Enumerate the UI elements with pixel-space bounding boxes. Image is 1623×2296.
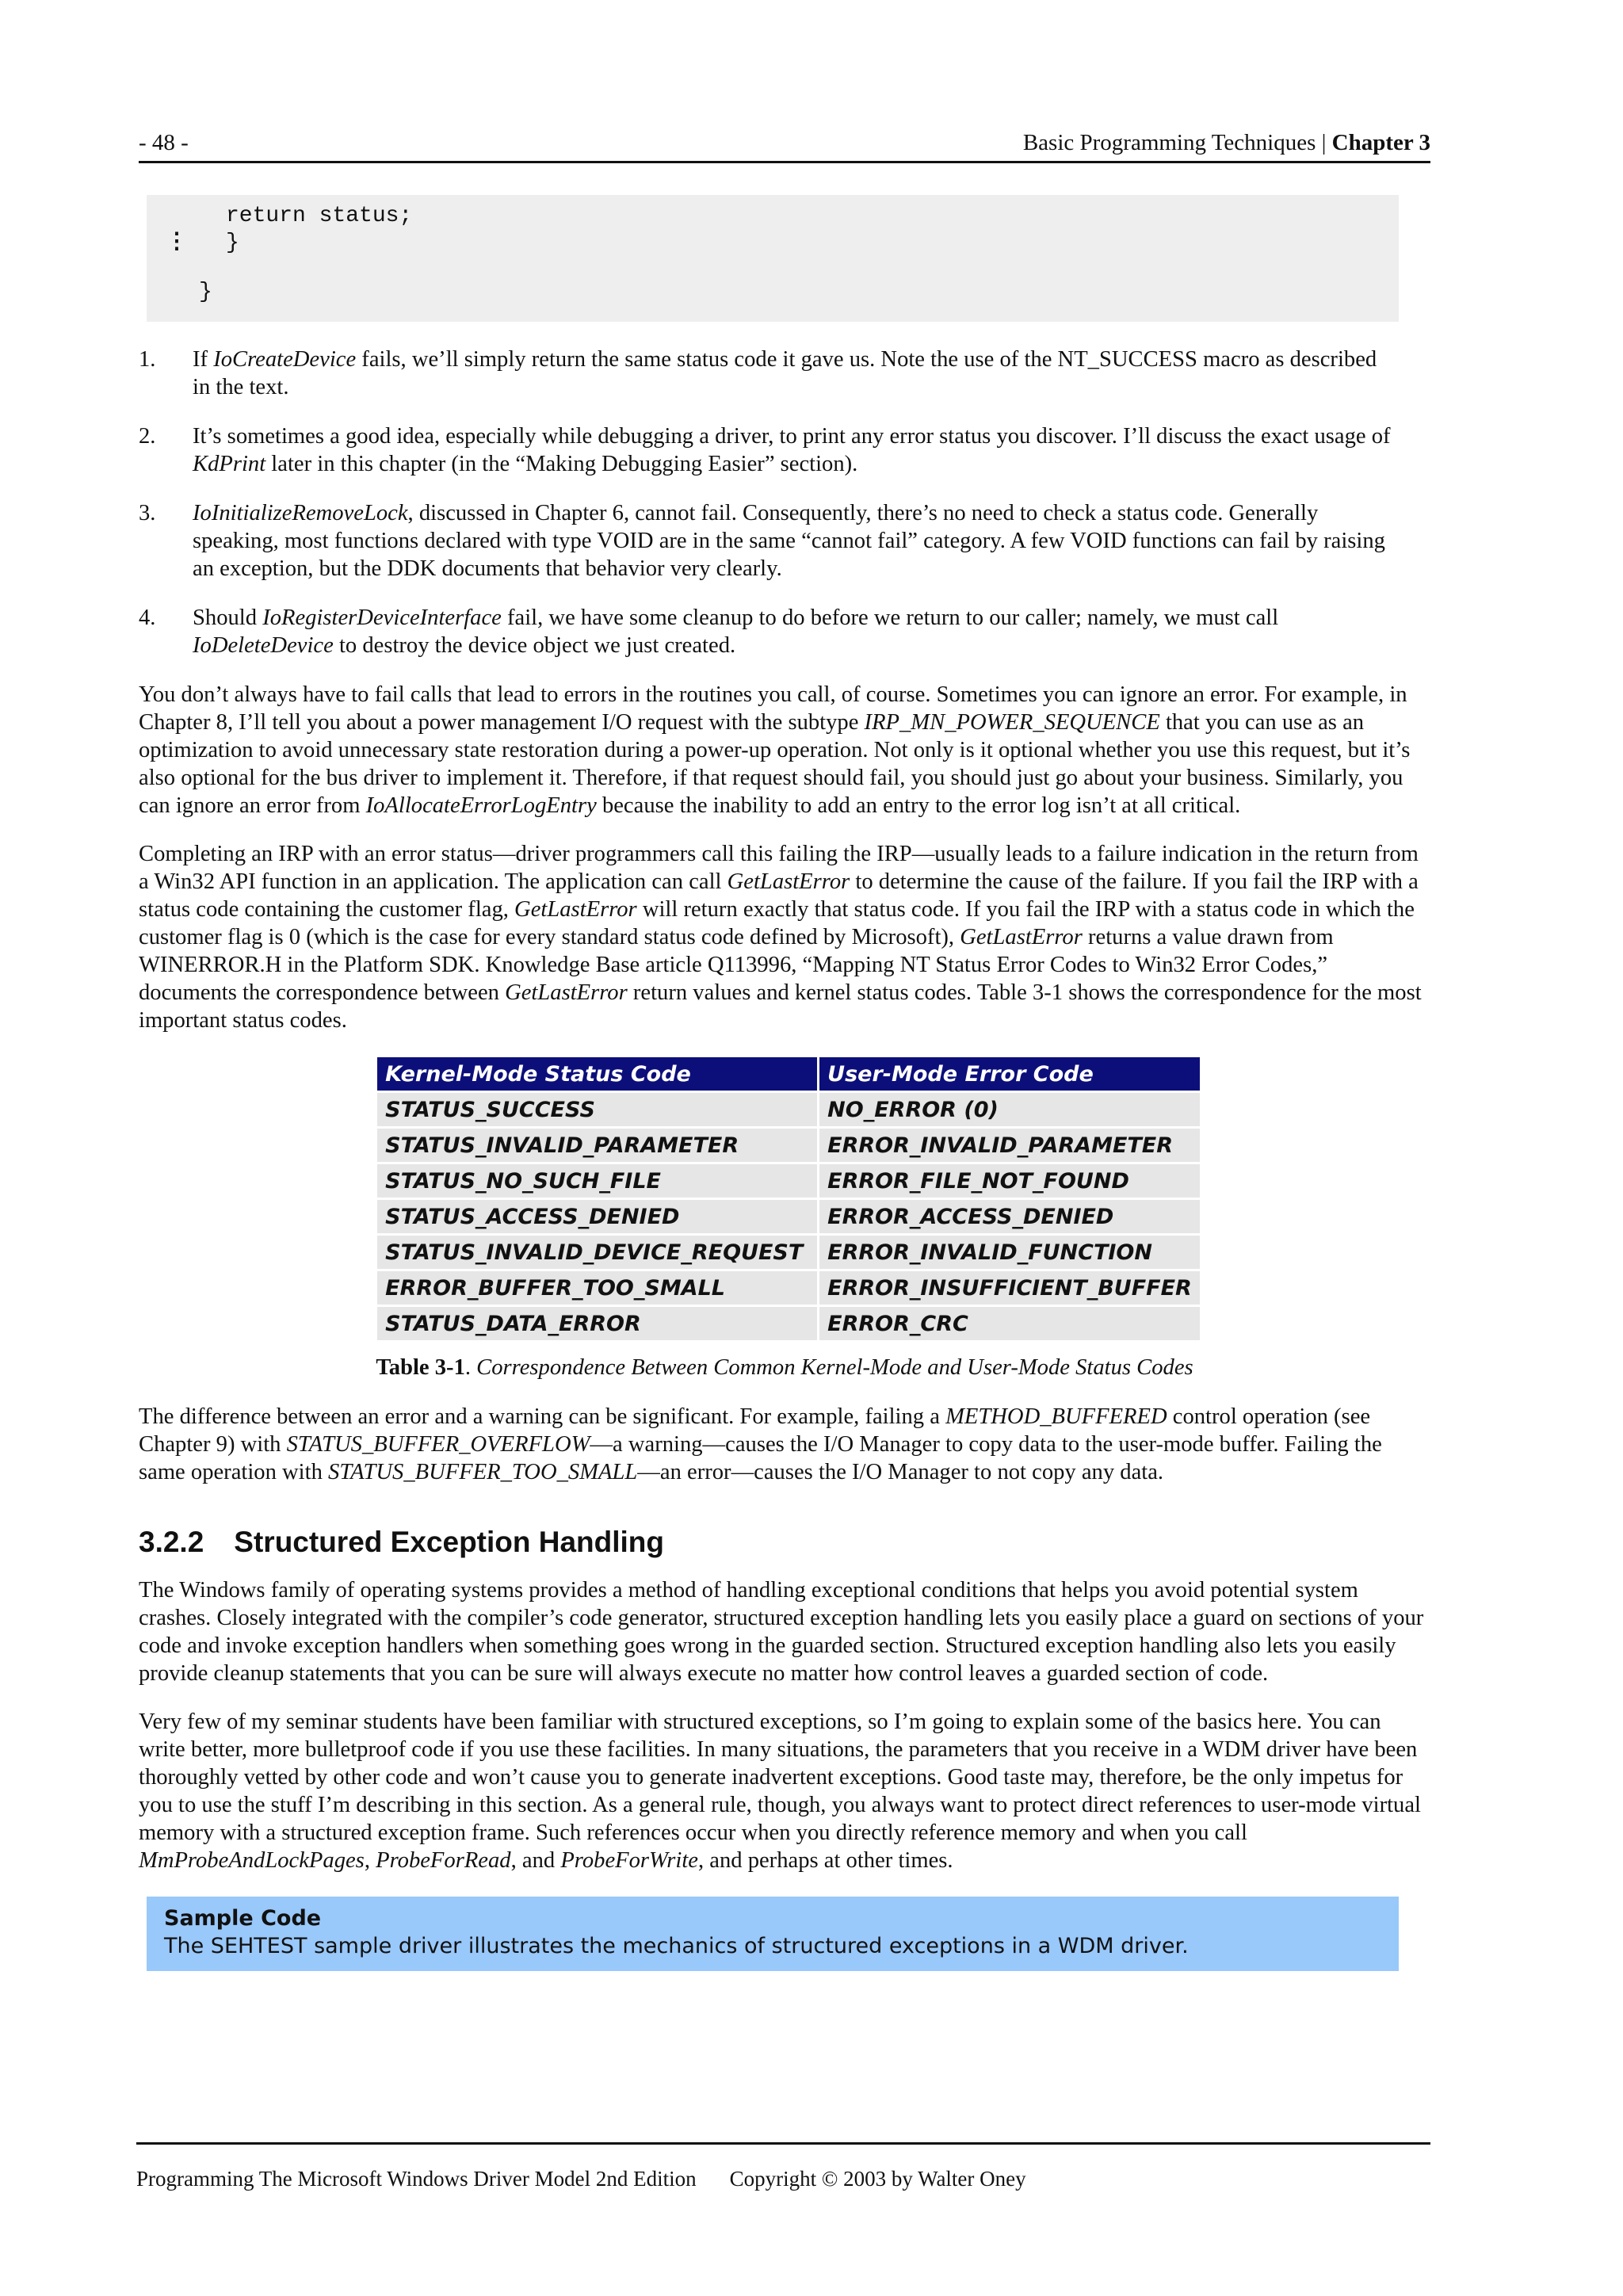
user-error-cell: ERROR_INVALID_FUNCTION bbox=[819, 1236, 1200, 1269]
note-number: 4. bbox=[139, 606, 156, 630]
page bbox=[139, 119, 1430, 1971]
table-body bbox=[377, 1093, 1200, 1340]
italic-term: IoCreateDevice bbox=[213, 347, 357, 372]
table-row bbox=[377, 1271, 1200, 1305]
sample-code-title: Sample Code bbox=[164, 1906, 322, 1931]
chapter-title: Basic Programming Techniques | Chapter 3 bbox=[1022, 130, 1430, 155]
italic-term: IoAllocateErrorLogEntry bbox=[365, 793, 597, 818]
table-row bbox=[377, 1236, 1200, 1269]
code-line: return status; bbox=[226, 204, 413, 228]
note-text: Should IoRegisterDeviceInterface fail, we have some cleanup to do before we return to our caller; namely, we must call IoDeleteDevice to destroy the device object we just created. bbox=[193, 606, 1279, 658]
note-number: 1. bbox=[139, 347, 156, 372]
table-wrapper bbox=[139, 1055, 1430, 1343]
note-text: If IoCreateDevice fails, we’ll simply return the same status code it gave us. Note the use of the NT_SUCCESS macro as described in the text. bbox=[193, 347, 1377, 399]
sample-code-text: The SEHTEST sample driver illustrates the mechanics of structured exceptions in a WDM driver. bbox=[164, 1934, 1189, 1958]
caption-text: Correspondence Between Common Kernel-Mode and User-Mode Status Codes bbox=[476, 1355, 1193, 1380]
italic-term: STATUS_BUFFER_OVERFLOW bbox=[286, 1432, 590, 1457]
italic-term: IoInitializeRemoveLock bbox=[193, 501, 408, 525]
table-row bbox=[377, 1129, 1200, 1162]
italic-term: GetLastError bbox=[727, 869, 850, 894]
page-footer bbox=[136, 2142, 1430, 2191]
section-heading bbox=[139, 1526, 1430, 1559]
numbered-notes bbox=[139, 346, 1430, 659]
kernel-status-cell: STATUS_INVALID_PARAMETER bbox=[377, 1129, 817, 1162]
paragraph: Completing an IRP with an error status—driver programmers call this failing the IRP—usually leads to a failure indication in the return from a Win32 API function in an application. The application can call GetLastError to determine the cause of the failure. If you fail the IRP with a status code containing the customer flag, GetLastError will return exactly that status code. If you fail the IRP with a status code in which the customer flag is 0 (which is the case for every standard status code defined by Microsoft), GetLastError returns a value drawn from WINERROR.H in the Platform SDK. Knowledge Base article Q113996, “Mapping NT Status Error Codes to Win32 Error Codes,” documents the correspondence between GetLastError return values and kernel status codes. Table 3-1 shows the correspondence for the most important status codes. bbox=[139, 842, 1422, 1033]
kernel-status-cell: STATUS_NO_SUCH_FILE bbox=[377, 1164, 817, 1198]
code-line: } bbox=[199, 280, 212, 304]
user-error-cell: ERROR_FILE_NOT_FOUND bbox=[819, 1164, 1200, 1198]
sample-code-box bbox=[147, 1897, 1399, 1971]
italic-term: ProbeForRead bbox=[376, 1848, 511, 1873]
chapter-label: Chapter 3 bbox=[1331, 130, 1430, 155]
page-number: - 48 - bbox=[139, 130, 189, 155]
column-header: User-Mode Error Code bbox=[819, 1057, 1200, 1091]
list-item bbox=[139, 346, 1430, 401]
footer-copyright: Copyright © 2003 by Walter Oney bbox=[729, 2167, 1026, 2191]
italic-term: METHOD_BUFFERED bbox=[945, 1404, 1167, 1429]
user-error-cell: ERROR_ACCESS_DENIED bbox=[819, 1200, 1200, 1233]
kernel-status-cell: STATUS_ACCESS_DENIED bbox=[377, 1200, 817, 1233]
user-error-cell: ERROR_INVALID_PARAMETER bbox=[819, 1129, 1200, 1162]
italic-term: STATUS_BUFFER_TOO_SMALL bbox=[328, 1460, 638, 1484]
note-number: 3. bbox=[139, 501, 156, 525]
kernel-status-cell: STATUS_SUCCESS bbox=[377, 1093, 817, 1126]
italic-term: IoDeleteDevice bbox=[193, 633, 334, 658]
column-header: Kernel-Mode Status Code bbox=[377, 1057, 817, 1091]
italic-term: GetLastError bbox=[505, 980, 628, 1005]
note-text: IoInitializeRemoveLock, discussed in Chapter 6, cannot fail. Consequently, there’s no need to check a status code. Generally speaking, most functions declared with type VOID are in the same “cannot fail” category. A few VOID functions can fail by raising an exception, but the DDK documents that behavior very clearly. bbox=[193, 501, 1385, 581]
paragraph: Very few of my seminar students have been familiar with structured exceptions, so I’m going to explain some of the basics here. You can write better, more bulletproof code if you use these facilities. In many situations, the parameters that you receive in a WDM driver have been thoroughly vetted by other code and won’t cause you to generate inadvertent exceptions. Good taste may, therefore, be the only impetus for you to use the stuff I’m describing in this section. As a general rule, though, you always want to protect direct references to user-mode virtual memory with a structured exception frame. Such references occur when you directly reference memory and when you call MmProbeAndLockPages, ProbeForRead, and ProbeForWrite, and perhaps at other times. bbox=[139, 1710, 1421, 1873]
paragraph: You don’t always have to fail calls that lead to errors in the routines you call, of course. Sometimes you can ignore an error. For example, in Chapter 8, I’ll tell you about a power management I/O request with the subtype IRP_MN_POWER_SEQUENCE that you can use as an optimization to avoid unnecessary state restoration during a power-up operation. Not only is it optional whether you use this request, but it’s also optional for the bus driver to implement it. Therefore, if that request should fail, you should just go about your business. Similarly, you can ignore an error from IoAllocateErrorLogEntry because the inability to add an entry to the error log isn’t at all critical. bbox=[139, 682, 1411, 818]
paragraph: The difference between an error and a warning can be significant. For example, failing a METHOD_BUFFERED control operation (see Chapter 9) with STATUS_BUFFER_OVERFLOW—a warning—causes the I/O Manager to copy data to the user-mode buffer. Failing the same operation with STATUS_BUFFER_TOO_SMALL—an error—causes the I/O Manager to not copy any data. bbox=[139, 1404, 1382, 1484]
italic-term: GetLastError bbox=[514, 897, 637, 922]
italic-term: ProbeForWrite bbox=[560, 1848, 698, 1873]
user-error-cell: NO_ERROR (0) bbox=[819, 1093, 1200, 1126]
footer-book-title: Programming The Microsoft Windows Driver Model 2nd Edition bbox=[136, 2167, 697, 2191]
list-item bbox=[139, 604, 1430, 659]
kernel-status-cell: STATUS_INVALID_DEVICE_REQUEST bbox=[377, 1236, 817, 1269]
ellipsis-icon: ⋮ bbox=[166, 228, 188, 253]
table-header-row bbox=[377, 1057, 1200, 1091]
table-row bbox=[377, 1200, 1200, 1233]
section-title: Structured Exception Handling bbox=[234, 1526, 665, 1558]
section-number: 3.2.2 bbox=[139, 1526, 204, 1558]
kernel-status-cell: ERROR_BUFFER_TOO_SMALL bbox=[377, 1271, 817, 1305]
status-code-table bbox=[375, 1055, 1202, 1343]
italic-term: IoRegisterDeviceInterface bbox=[262, 606, 502, 630]
kernel-status-cell: STATUS_DATA_ERROR bbox=[377, 1307, 817, 1340]
running-head bbox=[139, 119, 1430, 163]
italic-term: MmProbeAndLockPages bbox=[139, 1848, 365, 1873]
paragraph: The Windows family of operating systems provides a method of handling exceptional conditions that helps you avoid potential system crashes. Closely integrated with the compiler’s code generator, structured exception handling lets you easily place a guard on sections of your code and invoke exception handlers when something goes wrong in the guarded section. Structured exception handling also lets you easily provide cleanup statements that you can be sure will always execute no matter how control leaves a guarded section of code. bbox=[139, 1578, 1424, 1686]
table-caption: Table 3-1. Correspondence Between Common Kernel-Mode and User-Mode Status Codes bbox=[376, 1355, 1193, 1380]
code-block bbox=[147, 195, 1399, 322]
user-error-cell: ERROR_INSUFFICIENT_BUFFER bbox=[819, 1271, 1200, 1305]
list-item bbox=[139, 422, 1430, 478]
table-row bbox=[377, 1093, 1200, 1126]
user-error-cell: ERROR_CRC bbox=[819, 1307, 1200, 1340]
italic-term: GetLastError bbox=[960, 925, 1083, 949]
italic-term: KdPrint bbox=[193, 452, 266, 476]
table-row bbox=[377, 1307, 1200, 1340]
code-line: } bbox=[226, 231, 239, 255]
list-item bbox=[139, 499, 1430, 583]
note-text: It’s sometimes a good idea, especially while debugging a driver, to print any error status you discover. I’ll discuss the exact usage of KdPrint later in this chapter (in the “Making Debugging Easier” section). bbox=[193, 424, 1391, 476]
note-number: 2. bbox=[139, 424, 156, 449]
italic-term: IRP_MN_POWER_SEQUENCE bbox=[864, 710, 1160, 735]
table-row bbox=[377, 1164, 1200, 1198]
caption-label: Table 3-1 bbox=[376, 1355, 465, 1380]
